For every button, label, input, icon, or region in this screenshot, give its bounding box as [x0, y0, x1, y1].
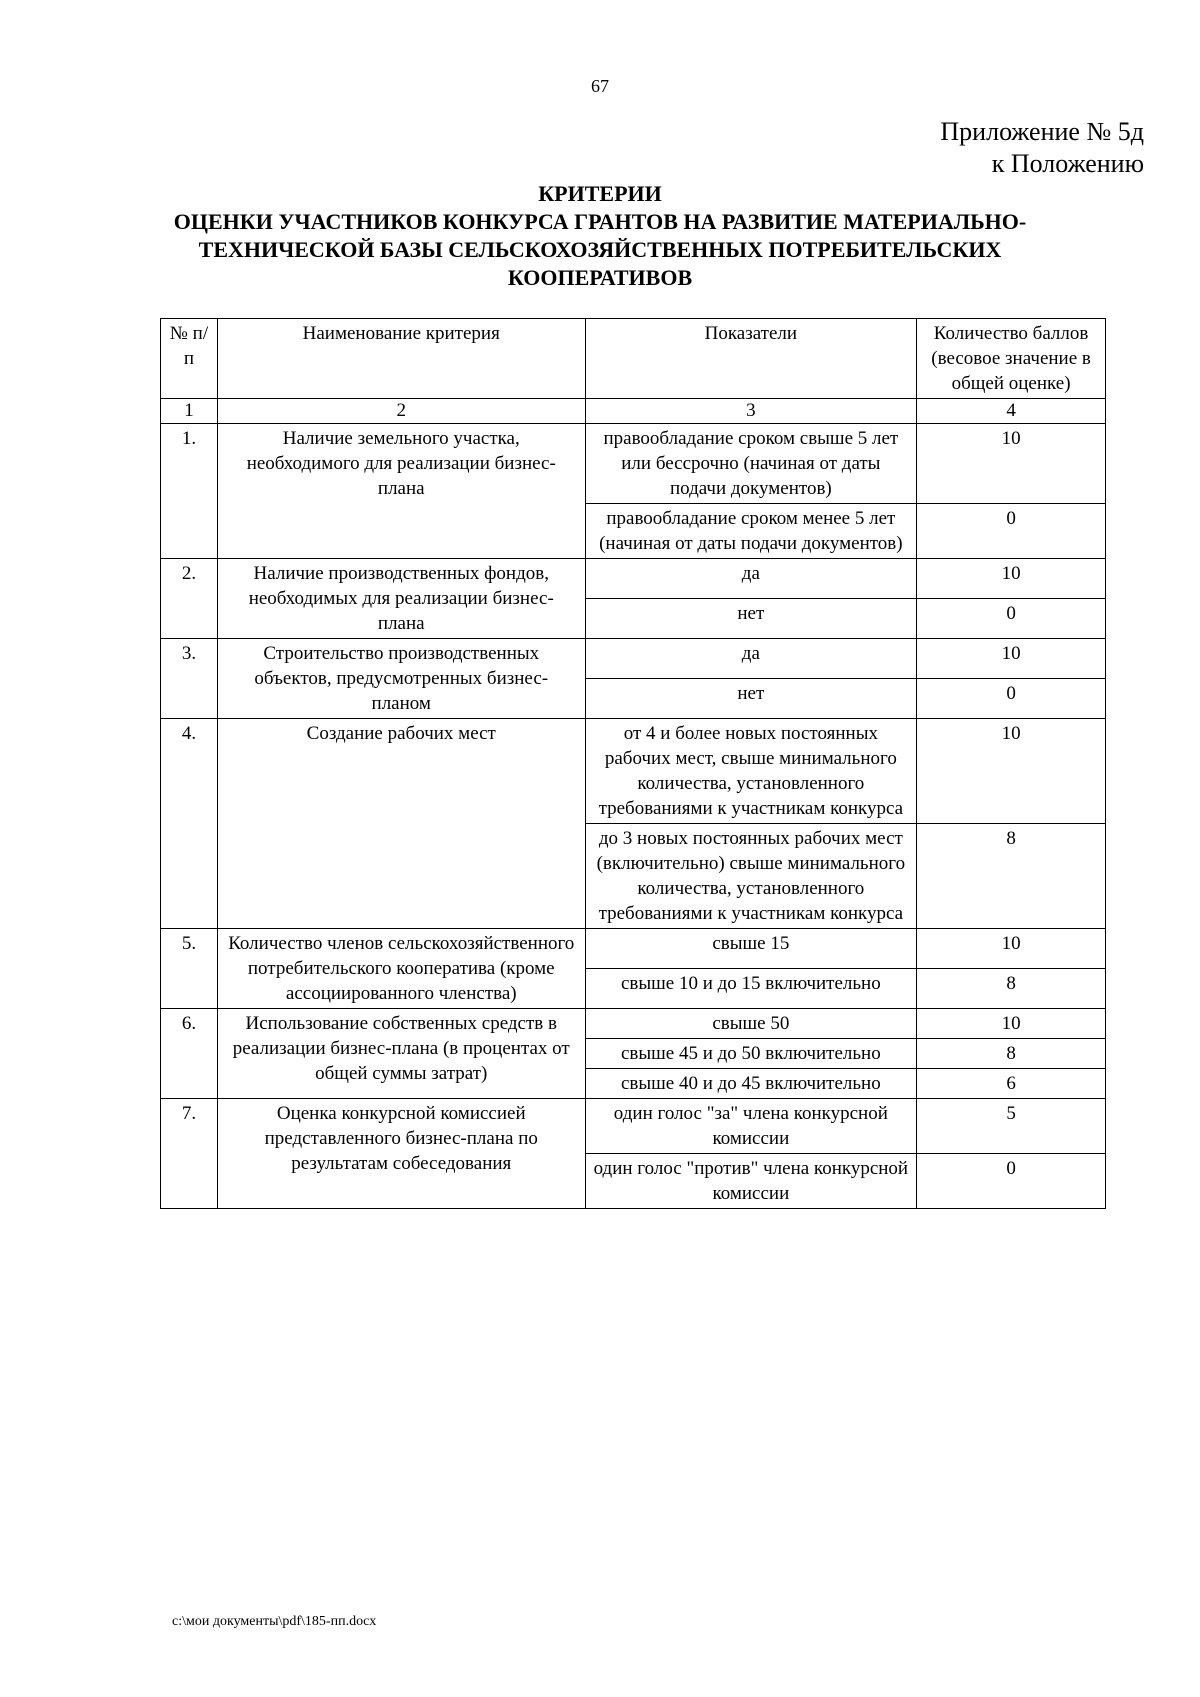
indicator-text: от 4 и более новых постоянных рабочих мест, свыше минимального количества, установленного требованиями к участникам конкурса: [585, 719, 917, 824]
table-row: [161, 719, 1106, 824]
indicator-text: правообладание сроком менее 5 лет (начиная от даты подачи документов): [585, 504, 917, 559]
indicator-text: один голос "против" члена конкурсной комиссии: [585, 1154, 917, 1209]
criterion-number: 3.: [161, 639, 218, 719]
criterion-name: Наличие производственных фондов, необходимых для реализации бизнес-плана: [217, 559, 585, 639]
table-row: [161, 929, 1106, 969]
criterion-number: 5.: [161, 929, 218, 1009]
indicator-score: 0: [917, 504, 1106, 559]
appendix-reference: [940, 116, 1144, 180]
column-number-row: [161, 399, 1106, 424]
indicator-text: нет: [585, 599, 917, 639]
indicator-score: 8: [917, 1039, 1106, 1069]
title-line-1: КРИТЕРИИ: [538, 181, 662, 206]
indicator-text: да: [585, 559, 917, 599]
header-indicators: Показатели: [585, 319, 917, 399]
indicator-score: 8: [917, 969, 1106, 1009]
header-row: [161, 319, 1106, 399]
criterion-number: 2.: [161, 559, 218, 639]
page-number: 67: [591, 76, 609, 96]
title-line-4: КООПЕРАТИВОВ: [507, 265, 693, 290]
indicator-text: да: [585, 639, 917, 679]
appendix-line-1: Приложение № 5д: [940, 117, 1144, 146]
indicator-text: правообладание сроком свыше 5 лет или бессрочно (начиная от даты подачи документов): [585, 424, 917, 504]
criterion-number: 4.: [161, 719, 218, 929]
indicator-score: 8: [917, 824, 1106, 929]
table-row: [161, 639, 1106, 679]
column-number: 2: [217, 399, 585, 424]
indicator-score: 6: [917, 1069, 1106, 1099]
criterion-name: Использование собственных средств в реализации бизнес-плана (в процентах от общей суммы затрат): [217, 1009, 585, 1099]
indicator-text: свыше 15: [585, 929, 917, 969]
indicator-score: 5: [917, 1099, 1106, 1154]
indicator-score: 10: [917, 1009, 1106, 1039]
criterion-name: Количество членов сельскохозяйственного потребительского кооператива (кроме ассоциированного членства): [217, 929, 585, 1009]
indicator-text: свыше 10 и до 15 включительно: [585, 969, 917, 1009]
indicator-score: 0: [917, 1154, 1106, 1209]
indicator-score: 10: [917, 639, 1106, 679]
criterion-name: Наличие земельного участка, необходимого для реализации бизнес-плана: [217, 424, 585, 559]
table-row: [161, 559, 1106, 599]
indicator-score: 10: [917, 424, 1106, 504]
table-row: [161, 424, 1106, 504]
criterion-number: 7.: [161, 1099, 218, 1209]
header-num: № п/п: [161, 319, 218, 399]
indicator-text: свыше 45 и до 50 включительно: [585, 1039, 917, 1069]
indicator-score: 0: [917, 679, 1106, 719]
column-number: 1: [161, 399, 218, 424]
criterion-name: Строительство производственных объектов, предусмотренных бизнес-планом: [217, 639, 585, 719]
indicator-text: свыше 50: [585, 1009, 917, 1039]
indicator-text: нет: [585, 679, 917, 719]
header-score: Количество баллов (весовое значение в общей оценке): [917, 319, 1106, 399]
table-row: [161, 1099, 1106, 1154]
document-title: [160, 180, 1040, 292]
column-number: 3: [585, 399, 917, 424]
indicator-text: свыше 40 и до 45 включительно: [585, 1069, 917, 1099]
indicator-score: 0: [917, 599, 1106, 639]
indicator-score: 10: [917, 929, 1106, 969]
column-number: 4: [917, 399, 1106, 424]
criterion-number: 1.: [161, 424, 218, 559]
indicator-score: 10: [917, 559, 1106, 599]
indicator-score: 10: [917, 719, 1106, 824]
appendix-line-2: к Положению: [991, 149, 1144, 178]
criterion-name: Оценка конкурсной комиссией представленного бизнес-плана по результатам собеседования: [217, 1099, 585, 1209]
criteria-table: [160, 318, 1106, 1209]
table-row: [161, 1009, 1106, 1039]
indicator-text: до 3 новых постоянных рабочих мест (включительно) свыше минимального количества, установленного требованиями к участникам конкурса: [585, 824, 917, 929]
criterion-number: 6.: [161, 1009, 218, 1099]
title-line-2: ОЦЕНКИ УЧАСТНИКОВ КОНКУРСА ГРАНТОВ НА РАЗВИТИЕ МАТЕРИАЛЬНО-: [173, 209, 1027, 234]
file-path-footer: c:\мои документы\pdf\185-пп.docx: [172, 1614, 377, 1629]
header-name: Наименование критерия: [217, 319, 585, 399]
indicator-text: один голос "за" члена конкурсной комиссии: [585, 1099, 917, 1154]
criterion-name: Создание рабочих мест: [217, 719, 585, 929]
title-line-3: ТЕХНИЧЕСКОЙ БАЗЫ СЕЛЬСКОХОЗЯЙСТВЕННЫХ ПОТРЕБИТЕЛЬСКИХ: [198, 237, 1002, 262]
